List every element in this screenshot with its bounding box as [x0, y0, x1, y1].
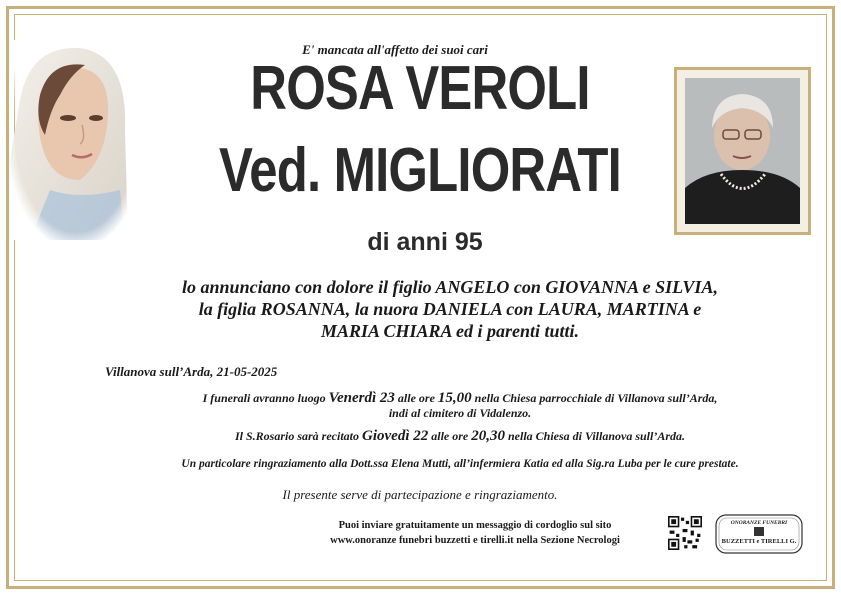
logo-top-text: ONORANZE FUNEBRI [730, 520, 788, 526]
funeral-info-line-2: indi al cimitero di Vidalenzo. [388, 406, 532, 420]
qr-code-icon[interactable] [668, 516, 702, 550]
message-line-2: www.onoranze funebri buzzetti e tirelli.it nella Sezione Necrologi [330, 535, 620, 546]
rosary-text-1: Il S.Rosario sarà recitato [234, 429, 362, 443]
announcement-line-2: la figlia ROSANNA, la nuora DANIELA con LAURA, MARTINA e [198, 299, 702, 319]
funeral-day: Venerdì 23 [328, 390, 395, 406]
announcement-line-1: lo annunciano con dolore il figlio ANGELO con GIOVANNA e SILVIA, [182, 277, 718, 297]
announcement-line-3: MARIA CHIARA ed i parenti tutti. [320, 321, 580, 341]
funeral-home-logo [715, 514, 803, 554]
madonna-image [10, 40, 130, 240]
announcement [110, 276, 790, 342]
deceased-name: ROSA VEROLI [250, 54, 590, 123]
thanks-text: Un particolare ringraziamento alla Dott.ssa Elena Mutti, all’infermiera Katia ed alla Sig.ra Luba per le cure prestate. [181, 458, 739, 470]
deceased-married-name: Ved. MIGLIORATI [219, 136, 621, 205]
rosary-time: 20,30 [471, 428, 505, 444]
funeral-time: 15,00 [437, 390, 472, 406]
funeral-text-2: alle ore [394, 391, 438, 405]
funeral-info [100, 390, 820, 407]
funeral-text-3: nella Chiesa parrocchiale di Villanova sull’Arda, [471, 391, 718, 405]
portrait-frame [674, 67, 811, 235]
funeral-text-1: I funerali avranno luogo [202, 391, 329, 405]
message-line-1: Puoi inviare gratuitamente un messaggio di cordoglio sul sito [338, 520, 612, 531]
notice-text: Il presente serve di partecipazione e ringraziamento. [282, 487, 558, 502]
rosary-text-3: nella Chiesa di Villanova sull’Arda. [504, 429, 686, 443]
rosary-day: Giovedì 22 [362, 428, 429, 444]
condolence-message [280, 518, 670, 548]
rosary-info [100, 428, 820, 445]
portrait-photo [685, 78, 800, 224]
age-text: di anni 95 [367, 228, 483, 256]
rosary-text-2: alle ore [428, 429, 472, 443]
intro-text: E' mancata all'affetto dei suoi cari [302, 42, 488, 57]
logo-name-text: BUZZETTI e TIRELLI G. [721, 538, 797, 545]
place-date: Villanova sull’Arda, 21-05-2025 [105, 364, 278, 379]
